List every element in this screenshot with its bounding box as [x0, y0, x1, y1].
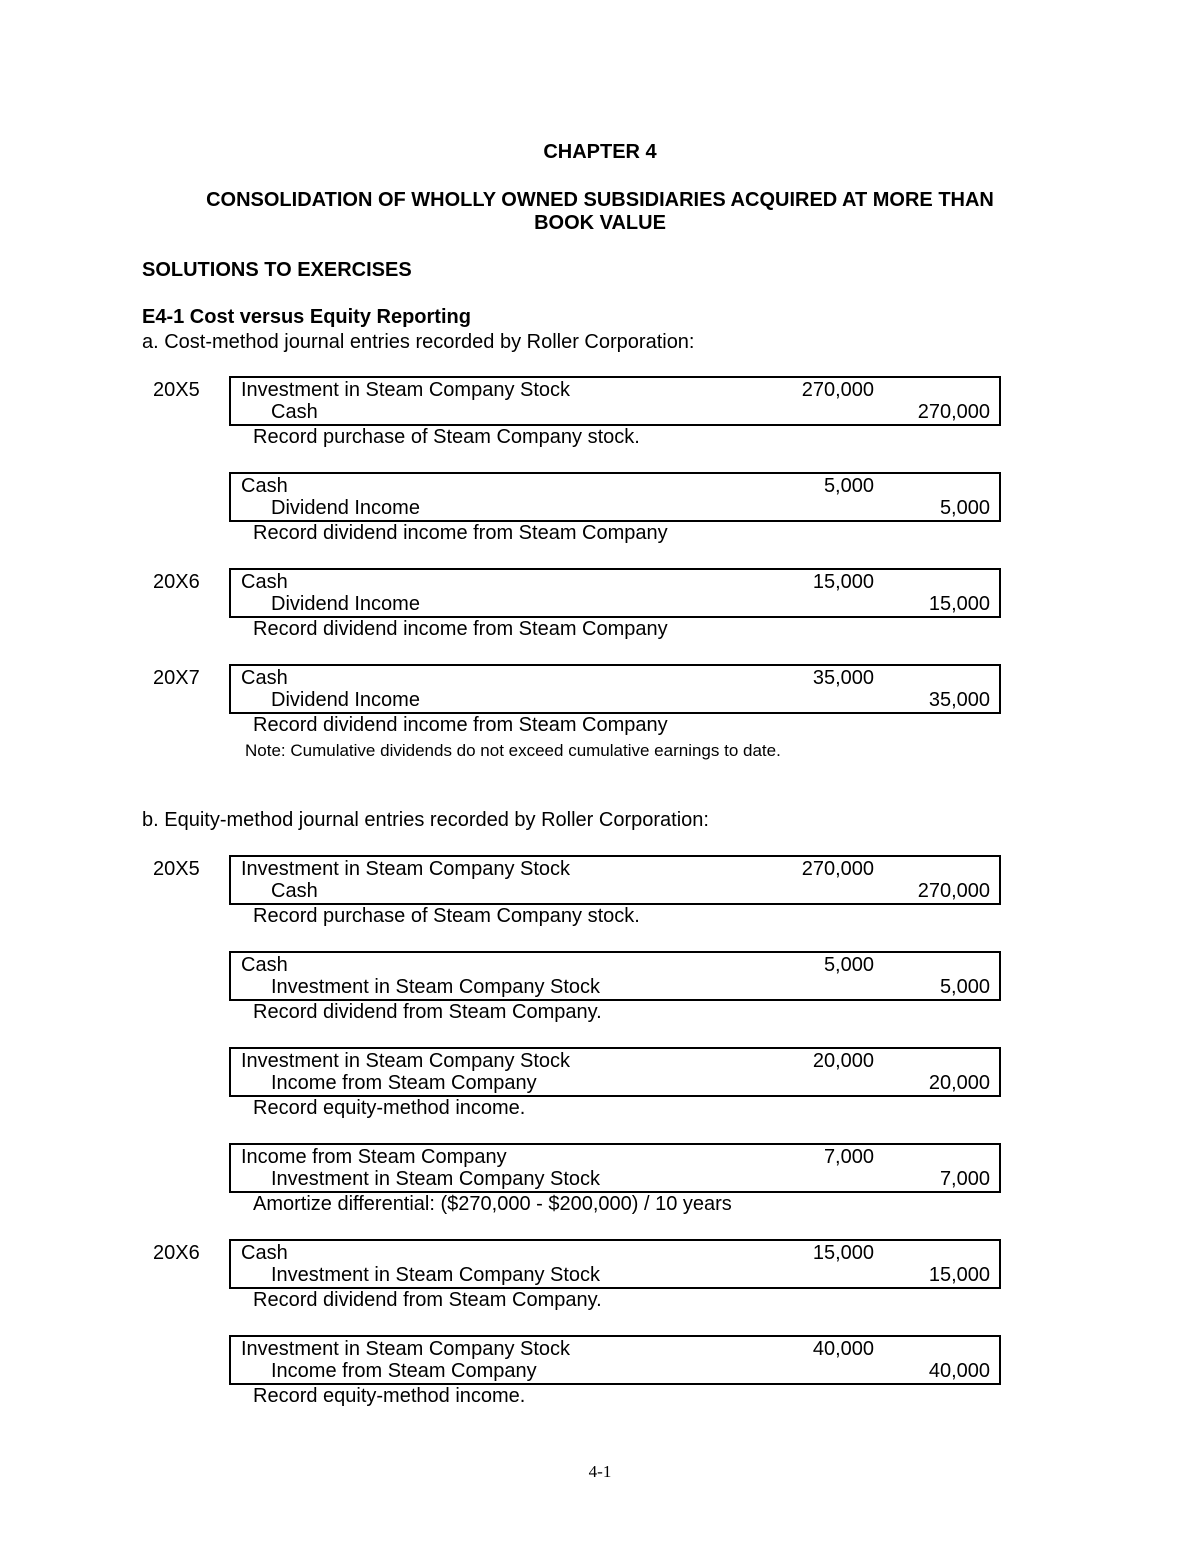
debit-account: Cash: [241, 475, 288, 497]
credit-account: Income from Steam Company: [271, 1072, 537, 1094]
journal-entry: [229, 1239, 1001, 1289]
credit-account: Cash: [271, 401, 318, 423]
debit-account: Cash: [241, 1242, 288, 1264]
entry-memo: Record purchase of Steam Company stock.: [253, 426, 640, 448]
chapter-heading: CHAPTER 4: [543, 141, 657, 163]
credit-amount: 270,000: [917, 880, 990, 902]
journal-entry: [229, 568, 1001, 618]
chapter-title-line2: BOOK VALUE: [534, 212, 666, 234]
entry-memo: Record dividend income from Steam Company: [253, 522, 668, 544]
journal-entry: [229, 1047, 1001, 1097]
entry-memo: Amortize differential: ($270,000 - $200,000) / 10 years: [253, 1193, 732, 1215]
credit-amount: 35,000: [928, 689, 990, 711]
credit-account: Dividend Income: [271, 497, 420, 519]
page-number: 4-1: [588, 1462, 612, 1481]
journal-entry: [229, 1143, 1001, 1193]
entry-year: 20X5: [153, 379, 200, 401]
entry-memo: Record equity-method income.: [253, 1385, 526, 1407]
journal-entry: [229, 376, 1001, 426]
chapter-title-line1: CONSOLIDATION OF WHOLLY OWNED SUBSIDIARIES ACQUIRED AT MORE THAN: [206, 189, 994, 211]
debit-account: Cash: [241, 954, 288, 976]
journal-entry: [229, 1335, 1001, 1385]
credit-amount: 15,000: [928, 593, 990, 615]
part-a-heading: a. Cost-method journal entries recorded by Roller Corporation:: [142, 331, 695, 353]
debit-account: Investment in Steam Company Stock: [241, 1050, 571, 1072]
credit-amount: 7,000: [939, 1168, 990, 1190]
debit-account: Income from Steam Company: [241, 1146, 507, 1168]
debit-amount: 35,000: [812, 667, 874, 689]
credit-account: Dividend Income: [271, 689, 420, 711]
journal-entry: [229, 951, 1001, 1001]
credit-account: Investment in Steam Company Stock: [271, 1264, 601, 1286]
credit-account: Investment in Steam Company Stock: [271, 976, 601, 998]
debit-amount: 7,000: [823, 1146, 874, 1168]
journal-entry: [229, 472, 1001, 522]
exercise-title: E4-1 Cost versus Equity Reporting: [142, 306, 471, 328]
debit-amount: 5,000: [823, 475, 874, 497]
credit-amount: 270,000: [917, 401, 990, 423]
debit-account: Cash: [241, 667, 288, 689]
debit-amount: 20,000: [812, 1050, 874, 1072]
debit-amount: 15,000: [812, 571, 874, 593]
section-heading: SOLUTIONS TO EXERCISES: [142, 259, 412, 281]
debit-amount: 40,000: [812, 1338, 874, 1360]
entry-memo: Record equity-method income.: [253, 1097, 526, 1119]
journal-entry: [229, 855, 1001, 905]
debit-account: Cash: [241, 571, 288, 593]
note-text: Note: Cumulative dividends do not exceed cumulative earnings to date.: [245, 741, 781, 760]
credit-amount: 15,000: [928, 1264, 990, 1286]
debit-amount: 270,000: [801, 379, 874, 401]
debit-amount: 270,000: [801, 858, 874, 880]
entry-memo: Record dividend from Steam Company.: [253, 1001, 602, 1023]
entry-year: 20X7: [153, 667, 200, 689]
credit-account: Dividend Income: [271, 593, 420, 615]
credit-amount: 5,000: [939, 976, 990, 998]
entry-memo: Record dividend income from Steam Company: [253, 618, 668, 640]
credit-account: Cash: [271, 880, 318, 902]
debit-amount: 5,000: [823, 954, 874, 976]
debit-account: Investment in Steam Company Stock: [241, 858, 571, 880]
credit-account: Income from Steam Company: [271, 1360, 537, 1382]
entry-memo: Record purchase of Steam Company stock.: [253, 905, 640, 927]
entry-memo: Record dividend income from Steam Company: [253, 714, 668, 736]
journal-entry: [229, 664, 1001, 714]
credit-amount: 40,000: [928, 1360, 990, 1382]
debit-amount: 15,000: [812, 1242, 874, 1264]
entry-year: 20X6: [153, 1242, 200, 1264]
entry-year: 20X5: [153, 858, 200, 880]
debit-account: Investment in Steam Company Stock: [241, 1338, 571, 1360]
part-b-heading: b. Equity-method journal entries recorded by Roller Corporation:: [142, 809, 709, 831]
debit-account: Investment in Steam Company Stock: [241, 379, 571, 401]
credit-amount: 5,000: [939, 497, 990, 519]
credit-amount: 20,000: [928, 1072, 990, 1094]
entry-year: 20X6: [153, 571, 200, 593]
credit-account: Investment in Steam Company Stock: [271, 1168, 601, 1190]
entry-memo: Record dividend from Steam Company.: [253, 1289, 602, 1311]
